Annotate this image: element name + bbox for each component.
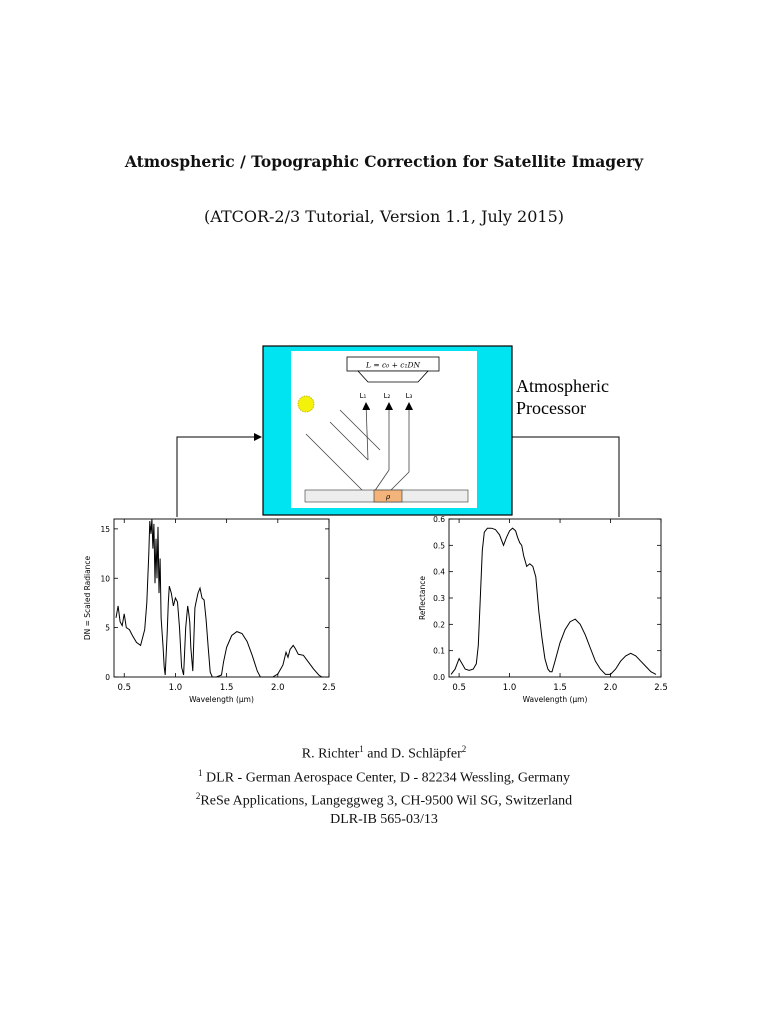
processor-label-line2: Processor	[516, 398, 586, 418]
affiliation-1-marker: 1	[198, 767, 203, 778]
x-tick-label: 1.5	[219, 683, 234, 693]
x-tick-label: 0.5	[117, 683, 132, 693]
authors-block	[0, 740, 768, 829]
y-tick-label: 0.4	[433, 567, 445, 577]
report-number: DLR-IB 565-03/13	[330, 811, 438, 827]
affiliation-1-text: DLR - German Aerospace Center, D - 82234 Wessling, Germany	[202, 770, 570, 786]
y-tick-label: 0.6	[433, 515, 445, 524]
affiliation-2-marker: 2	[195, 791, 201, 802]
document-subtitle: (ATCOR-2/3 Tutorial, Version 1.1, July 2015)	[204, 207, 564, 226]
x-tick-label: 1.0	[168, 683, 183, 693]
output-connector	[512, 437, 619, 517]
x-tick-label: 1.5	[553, 683, 567, 693]
reflectance-chart	[418, 515, 668, 704]
y-tick-label: 0.2	[433, 620, 445, 630]
radiance-label-l1: L₁	[359, 392, 367, 400]
affiliation-1	[0, 764, 768, 788]
processor-label-line1: Atmospheric	[516, 376, 609, 396]
x-tick-label: 2.0	[271, 683, 285, 693]
radiance-label-l3: L₃	[405, 392, 413, 400]
affiliation-2-text: ReSe Applications, Langeggweg 3, CH-9500 Wil SG, Switzerland	[200, 793, 573, 809]
plot-frame	[114, 519, 329, 677]
y-tick-label: 10	[100, 574, 110, 584]
radiance-label-l2: L₂	[383, 392, 391, 400]
author-1-affiliation: 1	[359, 744, 364, 754]
x-tick-label: 2.5	[654, 683, 668, 693]
y-tick-label: 15	[100, 524, 110, 534]
y-tick-label: 0.5	[433, 541, 445, 551]
series-line	[116, 519, 324, 677]
sensor-shape	[358, 371, 428, 382]
x-axis-label: Wavelength (μm)	[189, 695, 254, 704]
equation-label: L = c₀ + c₁DN	[365, 360, 421, 370]
y-tick-label: 0.3	[433, 594, 445, 603]
series-line	[451, 528, 656, 674]
affiliation-2	[0, 787, 768, 811]
author-2-affiliation: 2	[461, 744, 467, 754]
x-tick-label: 2.5	[322, 683, 336, 693]
y-tick-label: 5	[105, 623, 110, 633]
author-1: R. Richter	[301, 746, 360, 762]
input-connector	[177, 437, 261, 517]
radiance-chart	[83, 519, 336, 704]
document-title: Atmospheric / Topographic Correction for Satellite Imagery	[124, 152, 644, 171]
target-pixel-label: ρ	[385, 493, 391, 501]
x-tick-label: 1.0	[502, 683, 517, 693]
y-tick-label: 0.1	[433, 646, 445, 656]
y-tick-label: 0.0	[433, 673, 445, 682]
y-axis-label: DN = Scaled Radiance	[83, 555, 92, 641]
x-axis-label: Wavelength (μm)	[522, 695, 588, 704]
sun-icon	[298, 396, 314, 412]
author-2: and D. Schläpfer	[363, 746, 462, 762]
x-tick-label: 2.0	[603, 683, 618, 693]
y-tick-label: 0	[105, 673, 110, 682]
author-line	[0, 740, 768, 764]
y-axis-label: Reflectance	[418, 576, 427, 620]
x-tick-label: 0.5	[452, 683, 466, 693]
